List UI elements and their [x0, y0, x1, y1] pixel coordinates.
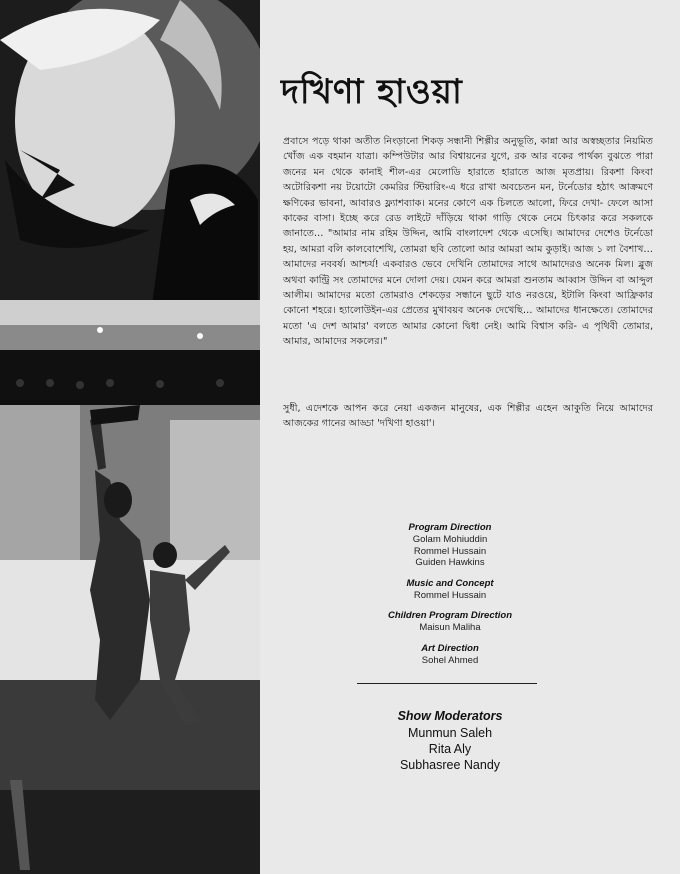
moderator-name: Subhasree Nandy	[399, 758, 501, 772]
closing-paragraph: সুধী, এদেশকে আপন করে নেয়া একজন মানুষের, এক শিল্পীর এহেন আকুতি নিয়ে আমাদের আজকের গানের আড্ডা 'দখিণা হাওয়া'।	[283, 403, 653, 430]
credit-name: Rommel Hussain	[413, 589, 487, 601]
credit-role: Children Program Direction	[387, 610, 513, 621]
moderator-name: Rita Aly	[428, 742, 472, 756]
section-divider	[357, 683, 537, 684]
intro-paragraph: প্রবাসে পড়ে থাকা অতীত নিংড়ানো শিকড় সন্ধানী শিল্পীর অনুভূতি, কান্না আর অস্বচ্ছতার নিয়মিত খোঁজ এক বহমান যাত্রা। কম্পিউটার আর বিশ্বায়নের যুগে, রক আর বকের পার্থক্য বুঝতে পারা জনের মন থেকে কানাই শীল-এর মেলোডি হারাতে হারাতে আজ মৃতপ্রায়। রিকশা কিংবা অটোরিকশা নয় টয়োটো কেমরির স্টিয়ারিং-এ ধরে রাখা অবচেতন মন, টর্নেডোর হঠাৎ আক্রমণে ক্ষণিকের ভাবনা, আবারও ফ্ল্যাশব্যাক। মনের কোণে এক চিলতে আলো, ফিরে দেখা- ফেলে আসা কাকের বাসা। ইচ্ছে করে রেড লাইটে দাঁড়িয়ে থাকা গাড়ি থেকে নেমে চিৎকার করে সকলকে জানাতে… "আমার নাম রহিম উদ্দিন, আমি বাংলাদেশ থেকে এসেছি। আমাদের দেশেও টর্নেডো হয়, আমরা বলি কালবোশেখি, তোমরা ছবি তোলো আর আমরা আম কুড়াই। আজ ১ লা বৈশাখ… আমাদের নববর্ষ। আশ্চর্য! একবারও ভেবে দেখিনি তোমাদের সাথে আমাদেরও অনেক মিল। ব্লুজ অথবা কান্ট্রি সং তোমাদের মনে দোলা দেয়। যেমন করে আমরা শুনতাম আব্বাস উদ্দিন বা আব্দুল আলীম। আমাদের মতো তোমরাও শেকড়ের সন্ধানে ছুটে যাও নরওয়ে, ইটালি কিংবা আফ্রিকার কোনো শহরে। হ্যালোউইন-এর প্রেতের মুখাবয়ব অনেক দেখেছি… আমাদের ধানক্ষেতে। তোমাদের মতো 'এ দেশ আমার' বলতে আমার কোনো দ্বিধা নেই। আমি বিশ্বাস করি- এ পৃথিবী তোমার, আমার, আমাদের সকলের।"	[283, 136, 653, 348]
mother-child-painting	[0, 0, 260, 874]
credit-role: Program Direction	[408, 522, 492, 533]
credit-art-direction	[330, 643, 570, 667]
credit-name: Sohel Ahmed	[421, 654, 479, 666]
credit-role: Music and Concept	[406, 577, 494, 589]
illustration-panel	[0, 0, 260, 874]
credit-children-program	[330, 610, 570, 634]
moderators-section	[330, 708, 570, 773]
credit-name: Guiden Hawkins	[415, 557, 485, 568]
credit-music-concept	[330, 578, 570, 602]
page-title: দখিণা হাওয়া	[281, 72, 463, 112]
credit-name: Rommel Hussain	[413, 545, 487, 557]
credit-name: Maisun Maliha	[419, 622, 481, 633]
moderator-name: Munmun Saleh	[407, 726, 493, 740]
moderators-title: Show Moderators	[397, 709, 503, 723]
credit-name: Golam Mohiuddin	[412, 534, 488, 545]
credits-list	[330, 522, 570, 675]
credit-program-direction	[330, 522, 570, 569]
credit-role: Art Direction	[421, 642, 479, 654]
